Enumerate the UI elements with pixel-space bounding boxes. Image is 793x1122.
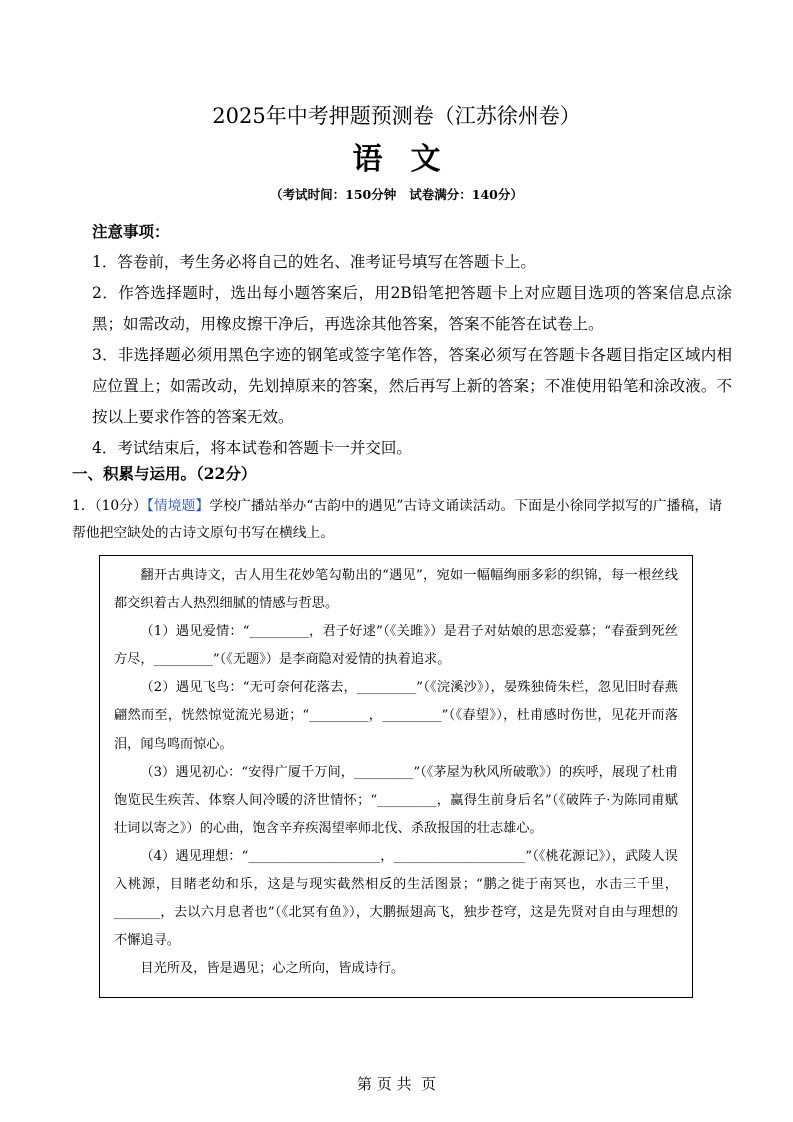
page-title: 2025年中考押题预测卷（江苏徐州卷） [212,104,581,128]
notice-item: 4．考试结束后，将本试卷和答题卡一并交回。 [92,439,412,457]
passage-paragraph: 目光所及，皆是遇见；心之所向，皆成诗行。 [140,961,405,977]
notice-item: 2．作答选择题时，选出每小题答案后，用2B铅笔把答题卡上对应题目选项的答案信息点涂黑；如需改动，用橡皮擦干净后，再选涂其他答案，答案不能答在试卷上。 [92,284,732,333]
passage-paragraph: （3）遇见初心：“安得广厦千万间，_________”（《茅屋为秋风所破歌》）的疾呼，展现了杜甫饱览民生疾苦、体察人间冷暖的济世情怀；“_________，赢得生前身后名”（《破阵子·为陈同甫赋壮词以寄之》）的心曲，饱含辛弃疾渴望率师北伐、杀敌报国的壮志雄心。 [114,764,678,836]
exam-info: （考试时间：150分钟 试卷满分：140分） [270,187,523,202]
notice-item: 3．非选择题必须用黑色字迹的钢笔或签字笔作答，答案必须写在答题卡各题目指定区域内相应位置上；如需改动，先划掉原来的答案，然后再写上新的答案；不准使用铅笔和涂改液。不按以上要求作答的答案无效。 [92,346,732,426]
section-heading: 一、积累与运用。（22分） [72,464,257,483]
question-1 [72,493,722,547]
notice-heading: 注意事项： [92,222,170,241]
passage-paragraph: （1）遇见爱情：“_________，君子好逑”（《关雎》）是君子对姑娘的思恋爱慕；“春蚕到死丝方尽，_________”（《无题》）是李商隐对爱情的执着追求。 [114,624,678,668]
subject-title: 语文 [352,142,469,177]
question-tag: 【情境题】 [146,498,210,514]
passage-paragraph: 翻开古典诗文，古人用生花妙笔勾勒出的“遇见”，宛如一幅幅绚丽多彩的织锦，每一根丝线都交织着古人热烈细腻的情感与哲思。 [114,568,678,612]
notice-block [92,216,732,464]
question-prefix: 1．（10分） [72,498,147,514]
passage-paragraph: （4）遇见理想：“____________________，____________________”（《桃花源记》），武陵人误入桃源，目睹老幼和乐，这是与现实截然相反的生活图景；“鹏之徙于南冥也，水击三千里，_______，去以六月息者也”（《北冥有鱼》），大鹏振翅高飞，独步苍穹，这是先贤对自由与理想的不懈追寻。 [114,848,678,949]
passage-paragraph: （2）遇见飞鸟：“无可奈何花落去，_________”（《浣溪沙》），晏殊独倚朱栏，忽见旧时春燕翩然而至，恍然惊觉流光易逝；“_________，_________”（《春望》），杜甫感时伤世，见花开而落泪，闻鸟鸣而惊心。 [114,680,678,752]
page-footer: 第 页 共 页 [356,1075,437,1093]
passage-box [99,555,693,998]
notice-item: 1．答卷前，考生务必将自己的姓名、准考证号填写在答题卡上。 [92,253,536,271]
question-text: 学校广播站举办“古韵中的遇见”古诗文诵读活动。下面是小徐同学拟写的广播稿，请帮他把空缺处的古诗文原句书写在横线上。 [72,498,722,541]
